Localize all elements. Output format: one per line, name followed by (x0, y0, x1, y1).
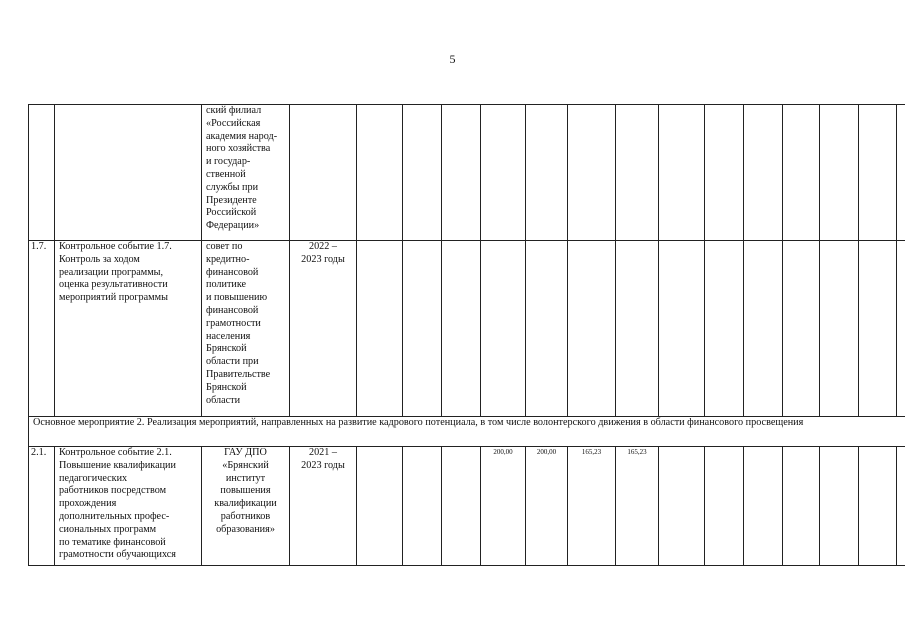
amount-cell (568, 105, 616, 241)
event-cell: Контрольное событие 2.1. Повышение квалификации педагогических работников посредством прохождения дополнительных профес- сиональных программ по тематике финансовой грамотности обучающихся (55, 447, 202, 566)
amount-cell (526, 105, 568, 241)
amount-cell (403, 447, 442, 566)
amount-cell (442, 447, 481, 566)
row-number: 2.1. (29, 447, 55, 566)
amount-cell (705, 447, 744, 566)
amount-cell (783, 241, 820, 417)
amount-cell (403, 241, 442, 417)
amount-cell (616, 105, 659, 241)
row-number (29, 105, 55, 241)
amount-cell (897, 447, 905, 566)
amount-cell (659, 447, 705, 566)
amount-cell (442, 105, 481, 241)
section-heading: Основное мероприятие 2. Реализация мероприятий, направленных на развитие кадрового потенциала, в том числе волонтерского движения в области финансового просвещения (29, 417, 905, 447)
amount-cell (357, 105, 403, 241)
period-cell (290, 105, 357, 241)
amount-cell (783, 105, 820, 241)
row-number: 1.7. (29, 241, 55, 417)
amount-cell (442, 241, 481, 417)
amount-cell (659, 105, 705, 241)
amount-cell (481, 241, 526, 417)
executor-cell: ский филиал «Российская академия народ- ного хозяйства и государ- ственной службы при Президенте Российской Федерации» (202, 105, 290, 241)
amount-cell (568, 241, 616, 417)
amount-cell (357, 447, 403, 566)
amount-cell (744, 447, 783, 566)
amount-cell (705, 105, 744, 241)
amount-cell (820, 241, 859, 417)
amount-cell (859, 447, 897, 566)
amount-cell (403, 105, 442, 241)
section-row (29, 417, 905, 447)
page-number: 5 (449, 52, 456, 66)
amount-cell (481, 105, 526, 241)
amount-cell (744, 105, 783, 241)
program-table (28, 104, 905, 566)
amount-cell: 200,00 (481, 447, 526, 566)
amount-cell (820, 447, 859, 566)
amount-cell (659, 241, 705, 417)
amount-cell (705, 241, 744, 417)
period-cell: 2022 – 2023 годы (290, 241, 357, 417)
event-cell (55, 105, 202, 241)
amount-cell (744, 241, 783, 417)
amount-cell (357, 241, 403, 417)
table-row (29, 241, 905, 417)
table-row (29, 447, 905, 566)
amount-cell: 165,23 (568, 447, 616, 566)
amount-cell (859, 241, 897, 417)
amount-cell: 200,00 (526, 447, 568, 566)
amount-cell (820, 105, 859, 241)
amount-cell (526, 241, 568, 417)
executor-cell: ГАУ ДПО «Брянский институт повышения квалификации работников образования» (202, 447, 290, 566)
executor-cell: совет по кредитно- финансовой политике и повышению финансовой грамотности населения Брянской области при Правительстве Брянской области (202, 241, 290, 417)
period-cell: 2021 – 2023 годы (290, 447, 357, 566)
amount-cell (616, 241, 659, 417)
amount-cell (783, 447, 820, 566)
table-row (29, 105, 905, 241)
event-cell: Контрольное событие 1.7. Контроль за ходом реализации программы, оценка результативности мероприятий программы (55, 241, 202, 417)
amount-cell (897, 105, 905, 241)
amount-cell (897, 241, 905, 417)
amount-cell (859, 105, 897, 241)
amount-cell: 165,23 (616, 447, 659, 566)
